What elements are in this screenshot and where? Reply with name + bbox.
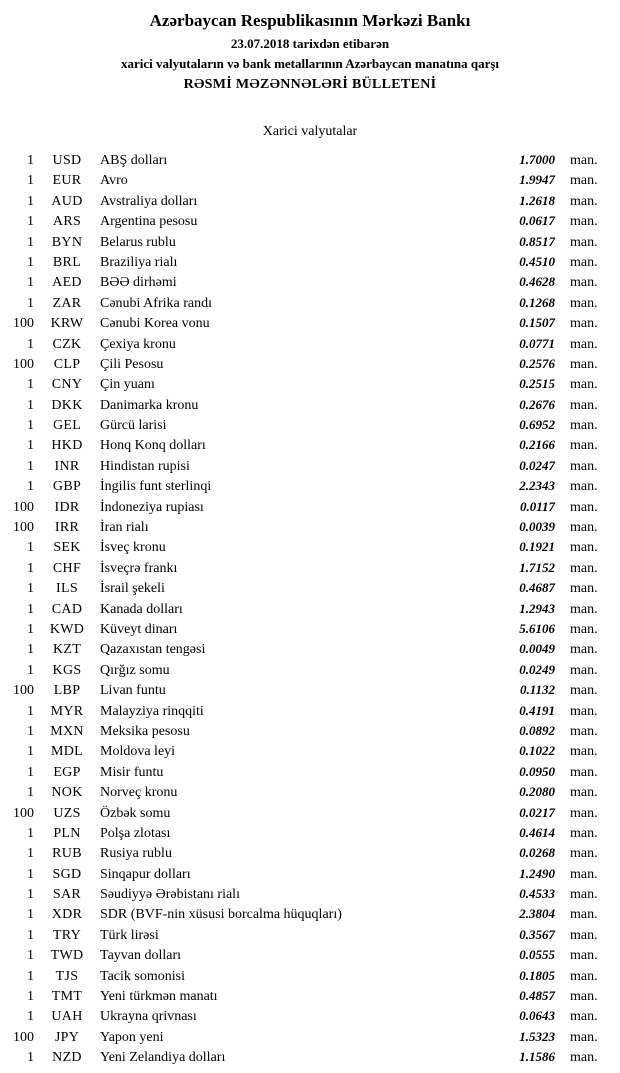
table-row (4, 925, 602, 945)
table-row (4, 578, 602, 598)
rates-table (0, 150, 620, 1068)
row-quantity: 1 (27, 948, 34, 964)
currency-name: Norveç kronu (100, 785, 178, 801)
currency-code: CAD (51, 601, 83, 617)
currency-name: Meksika pesosu (100, 723, 190, 739)
unit-label: man. (570, 846, 598, 862)
unit-label: man. (570, 275, 598, 291)
currency-code: IDR (54, 499, 80, 515)
table-row (4, 456, 602, 476)
exchange-rate: 0.0771 (519, 335, 555, 351)
currency-code: SEK (53, 540, 81, 556)
unit-label: man. (570, 927, 598, 943)
row-quantity: 100 (13, 316, 34, 332)
row-quantity: 1 (27, 601, 34, 617)
exchange-rate: 0.0217 (519, 804, 555, 820)
row-quantity: 1 (27, 744, 34, 760)
currency-code: RUB (52, 846, 82, 862)
row-quantity: 1 (27, 662, 34, 678)
row-quantity: 1 (27, 377, 34, 393)
row-quantity: 1 (27, 866, 34, 882)
unit-label: man. (570, 764, 598, 780)
currency-name: Yeni Zelandiya dolları (100, 1050, 226, 1066)
exchange-rate: 1.7152 (519, 559, 555, 575)
unit-label: man. (570, 336, 598, 352)
currency-name: Moldova leyi (100, 744, 176, 760)
unit-label: man. (570, 825, 598, 841)
exchange-rate: 1.5323 (519, 1028, 555, 1044)
currency-code: AED (52, 275, 82, 291)
table-row (4, 334, 602, 354)
table-row (4, 517, 602, 537)
unit-label: man. (570, 805, 598, 821)
currency-name: ABŞ dolları (100, 153, 168, 168)
currency-code: TMT (51, 989, 83, 1005)
currency-code: DKK (51, 397, 83, 413)
table-row (4, 864, 602, 884)
table-row (4, 232, 602, 252)
currency-name: Səudiyyə Ərəbistanı rialı (100, 887, 240, 903)
table-row (4, 497, 602, 517)
unit-label: man. (570, 254, 598, 270)
row-quantity: 1 (27, 846, 34, 862)
exchange-rate: 0.3567 (519, 926, 555, 942)
currency-code: SAR (52, 887, 82, 903)
row-quantity: 100 (13, 805, 34, 821)
currency-code: TWD (50, 948, 84, 964)
currency-name: Misir funtu (100, 764, 164, 780)
exchange-rate: 0.4533 (519, 886, 555, 902)
currency-code: USD (52, 153, 82, 168)
exchange-rate: 0.4191 (519, 702, 555, 718)
table-row (4, 966, 602, 986)
row-quantity: 1 (27, 723, 34, 739)
currency-code: CNY (51, 377, 83, 393)
effective-date-line: 23.07.2018 tarixdən etibarən (230, 36, 390, 51)
table-row (4, 252, 602, 272)
currency-code: CHF (52, 560, 82, 576)
table-row (4, 904, 602, 924)
currency-code: JPY (54, 1029, 80, 1045)
table-row (4, 1006, 602, 1026)
currency-name: İsveç kronu (100, 540, 166, 556)
exchange-rate: 1.2490 (519, 865, 555, 881)
unit-label: man. (570, 887, 598, 903)
exchange-rate: 0.0617 (519, 213, 555, 229)
row-quantity: 1 (27, 1050, 34, 1066)
row-quantity: 1 (27, 989, 34, 1005)
row-quantity: 1 (27, 214, 34, 230)
exchange-rate: 0.1132 (519, 682, 555, 698)
currency-name: Hindistan rupisi (100, 458, 190, 474)
currency-code: SGD (52, 866, 82, 882)
table-row (4, 639, 602, 659)
currency-name: Çili Pesosu (100, 356, 164, 372)
exchange-rate: 1.2943 (519, 600, 555, 616)
exchange-rate: 0.0950 (519, 763, 555, 779)
currency-name: Danimarka kronu (100, 397, 199, 413)
currency-name: Honq Konq dolları (100, 438, 206, 454)
exchange-rate: 1.9947 (519, 172, 555, 188)
exchange-rate: 1.2618 (519, 192, 555, 208)
currency-name: Tacik somonisi (100, 968, 185, 984)
currency-code: KRW (50, 316, 84, 332)
currency-name: Rusiya rublu (100, 846, 172, 862)
currency-name: Malayziya rinqqiti (100, 703, 204, 719)
unit-label: man. (570, 723, 598, 739)
currency-name: Gürcü larisi (100, 418, 167, 434)
exchange-rate: 0.4510 (519, 253, 555, 269)
unit-label: man. (570, 662, 598, 678)
table-row (4, 721, 602, 741)
row-quantity: 1 (27, 764, 34, 780)
exchange-rate: 0.4687 (519, 580, 555, 596)
table-row (4, 435, 602, 455)
currency-code: ZAR (52, 295, 82, 311)
exchange-rate: 0.2166 (519, 437, 555, 453)
currency-code: MDL (50, 744, 83, 760)
bank-title: Azərbaycan Respublikasının Mərkəzi Bankı (149, 11, 471, 30)
exchange-rate: 0.8517 (519, 233, 555, 249)
row-quantity: 1 (27, 621, 34, 637)
currency-code: HKD (51, 438, 83, 454)
row-quantity: 1 (27, 418, 34, 434)
exchange-rate: 0.4628 (519, 274, 555, 290)
unit-label: man. (570, 438, 598, 454)
unit-label: man. (570, 458, 598, 474)
exchange-rate: 0.0892 (519, 722, 555, 738)
row-quantity: 1 (27, 438, 34, 454)
table-row (4, 782, 602, 802)
unit-label: man. (570, 642, 598, 658)
table-row (4, 803, 602, 823)
currency-name: Türk lirəsi (100, 927, 159, 943)
currency-name: SDR (BVF-nin xüsusi borcalma hüquqları) (100, 907, 342, 923)
row-quantity: 1 (27, 887, 34, 903)
table-row (4, 415, 602, 435)
unit-label: man. (570, 866, 598, 882)
exchange-rate: 1.7000 (519, 152, 555, 167)
row-quantity: 100 (13, 1029, 34, 1045)
unit-label: man. (570, 621, 598, 637)
table-row (4, 619, 602, 639)
currency-name: İran rialı (100, 520, 149, 536)
exchange-rate: 0.1507 (519, 315, 555, 331)
row-quantity: 1 (27, 153, 34, 168)
currency-code: KGS (52, 662, 82, 678)
unit-label: man. (570, 316, 598, 332)
section-title-foreign-currencies: Xarici valyutalar (262, 124, 358, 139)
table-row (4, 823, 602, 843)
document-header (0, 8, 620, 96)
unit-label: man. (570, 377, 598, 393)
table-row (4, 1047, 602, 1067)
currency-code: LBP (53, 683, 81, 699)
table-row (4, 476, 602, 496)
row-quantity: 1 (27, 540, 34, 556)
currency-name: Ukrayna qrivnası (100, 1009, 197, 1025)
row-quantity: 1 (27, 785, 34, 801)
exchange-rate: 0.1805 (519, 967, 555, 983)
row-quantity: 1 (27, 173, 34, 189)
unit-label: man. (570, 581, 598, 597)
document-subtitle: xarici valyutaların və bank metallarının Azərbaycan manatına qarşı (120, 56, 500, 71)
exchange-rate: 2.2343 (519, 478, 555, 494)
row-quantity: 1 (27, 703, 34, 719)
table-row (4, 1027, 602, 1047)
unit-label: man. (570, 499, 598, 515)
row-quantity: 1 (27, 560, 34, 576)
row-quantity: 1 (27, 642, 34, 658)
row-quantity: 1 (27, 234, 34, 250)
currency-name: Avstraliya dolları (100, 193, 198, 209)
table-row (4, 150, 602, 170)
currency-name: Argentina pesosu (100, 214, 198, 230)
currency-code: GBP (52, 479, 82, 495)
unit-label: man. (570, 1050, 598, 1066)
unit-label: man. (570, 214, 598, 230)
table-row (4, 170, 602, 190)
table-row (4, 741, 602, 761)
unit-label: man. (570, 418, 598, 434)
currency-name: Çin yuanı (100, 377, 155, 393)
currency-code: BYN (51, 234, 83, 250)
currency-name: Cənubi Afrika randı (100, 295, 212, 311)
currency-name: İsrail şekeli (100, 581, 165, 597)
row-quantity: 1 (27, 254, 34, 270)
currency-code: EUR (52, 173, 82, 189)
table-row (4, 354, 602, 374)
exchange-rate: 0.4614 (519, 824, 555, 840)
exchange-rate: 1.1586 (519, 1049, 555, 1065)
row-quantity: 1 (27, 295, 34, 311)
currency-name: Yeni türkmən manatı (100, 989, 218, 1005)
exchange-rate: 0.4857 (519, 988, 555, 1004)
unit-label: man. (570, 540, 598, 556)
row-quantity: 1 (27, 968, 34, 984)
currency-code: PLN (53, 825, 81, 841)
row-quantity: 1 (27, 581, 34, 597)
row-quantity: 100 (13, 683, 34, 699)
currency-name: BƏƏ dirhəmi (100, 275, 177, 291)
exchange-rate: 0.0049 (519, 641, 555, 657)
currency-name: İndoneziya rupiası (100, 499, 204, 515)
row-quantity: 100 (13, 356, 34, 372)
currency-name: Qazaxıstan tengəsi (100, 642, 206, 658)
exchange-rate: 0.1268 (519, 294, 555, 310)
table-row (4, 884, 602, 904)
unit-label: man. (570, 907, 598, 923)
unit-label: man. (570, 560, 598, 576)
table-row (4, 986, 602, 1006)
unit-label: man. (570, 193, 598, 209)
currency-code: CZK (52, 336, 82, 352)
table-row (4, 599, 602, 619)
row-quantity: 100 (13, 499, 34, 515)
unit-label: man. (570, 601, 598, 617)
currency-name: İsveçrə frankı (100, 560, 178, 576)
table-row (4, 945, 602, 965)
exchange-rate: 0.2080 (519, 784, 555, 800)
table-row (4, 680, 602, 700)
row-quantity: 1 (27, 907, 34, 923)
currency-name: Tayvan dolları (100, 948, 182, 964)
row-quantity: 1 (27, 336, 34, 352)
currency-name: Livan funtu (100, 683, 166, 699)
table-row (4, 558, 602, 578)
row-quantity: 1 (27, 275, 34, 291)
unit-label: man. (570, 1009, 598, 1025)
exchange-rate: 0.0268 (519, 845, 555, 861)
currency-code: GEL (52, 418, 82, 434)
table-row (4, 660, 602, 680)
currency-code: KZT (52, 642, 82, 658)
currency-code: TRY (52, 927, 82, 943)
table-row (4, 537, 602, 557)
table-row (4, 762, 602, 782)
bulletin-title: RƏSMİ MƏZƏNNƏLƏRİ BÜLLETENİ (183, 77, 437, 92)
currency-code: NZD (52, 1050, 82, 1066)
currency-name: Çexiya kronu (100, 336, 176, 352)
currency-code: KWD (49, 621, 85, 637)
unit-label: man. (570, 785, 598, 801)
currency-name: Küveyt dinarı (100, 621, 178, 637)
currency-code: AUD (51, 193, 83, 209)
row-quantity: 1 (27, 397, 34, 413)
table-row (4, 843, 602, 863)
currency-name: İngilis funt sterlinqi (100, 479, 212, 495)
currency-code: TJS (55, 968, 79, 984)
currency-code: UZS (53, 805, 81, 821)
exchange-rate: 0.0643 (519, 1008, 555, 1024)
unit-label: man. (570, 989, 598, 1005)
table-row (4, 313, 602, 333)
exchange-rate: 0.0039 (519, 519, 555, 535)
exchange-rate: 0.0117 (519, 498, 555, 514)
currency-code: CLP (53, 356, 81, 372)
currency-code: MXN (50, 723, 84, 739)
row-quantity: 1 (27, 927, 34, 943)
unit-label: man. (570, 968, 598, 984)
table-row (4, 701, 602, 721)
table-row (4, 374, 602, 394)
row-quantity: 1 (27, 479, 34, 495)
exchange-rate: 0.0247 (519, 457, 555, 473)
currency-name: Polşa zlotası (100, 825, 171, 841)
currency-name: Braziliya rialı (100, 254, 178, 270)
exchange-rate: 5.6106 (519, 620, 555, 636)
row-quantity: 1 (27, 458, 34, 474)
exchange-rate: 0.2515 (519, 376, 555, 392)
unit-label: man. (570, 744, 598, 760)
row-quantity: 1 (27, 1009, 34, 1025)
row-quantity: 1 (27, 193, 34, 209)
currency-code: INR (54, 458, 80, 474)
currency-code: NOK (51, 785, 83, 801)
currency-code: BRL (52, 254, 82, 270)
currency-name: Yapon yeni (100, 1029, 164, 1045)
exchange-rate: 0.0555 (519, 947, 555, 963)
currency-code: EGP (53, 764, 81, 780)
table-row (4, 272, 602, 292)
currency-name: Qırğız somu (100, 662, 170, 678)
currency-name: Avro (100, 173, 128, 189)
exchange-rate: 0.2576 (519, 355, 555, 371)
currency-code: IRR (54, 520, 80, 536)
table-row (4, 211, 602, 231)
exchange-rate: 0.6952 (519, 417, 555, 433)
currency-code: ARS (52, 214, 82, 230)
row-quantity: 100 (13, 520, 34, 536)
unit-label: man. (570, 397, 598, 413)
exchange-rate: 0.1921 (519, 539, 555, 555)
currency-name: Kanada dolları (100, 601, 183, 617)
unit-label: man. (570, 234, 598, 250)
unit-label: man. (570, 1029, 598, 1045)
currency-code: XDR (51, 907, 83, 923)
currency-name: Sinqapur dolları (100, 866, 191, 882)
unit-label: man. (570, 520, 598, 536)
exchange-rate: 0.2676 (519, 396, 555, 412)
currency-name: Belarus rublu (100, 234, 176, 250)
currency-code: UAH (51, 1009, 83, 1025)
unit-label: man. (570, 295, 598, 311)
currency-code: MYR (50, 703, 84, 719)
unit-label: man. (570, 479, 598, 495)
currency-code: ILS (56, 581, 78, 597)
currency-name: Özbək somu (100, 805, 171, 821)
unit-label: man. (570, 703, 598, 719)
table-row (4, 191, 602, 211)
row-quantity: 1 (27, 825, 34, 841)
exchange-rate: 0.1022 (519, 743, 555, 759)
exchange-rate: 0.0249 (519, 661, 555, 677)
table-row (4, 293, 602, 313)
unit-label: man. (570, 356, 598, 372)
unit-label: man. (570, 683, 598, 699)
currency-name: Cənubi Korea vonu (100, 316, 210, 332)
unit-label: man. (570, 948, 598, 964)
unit-label: man. (570, 153, 598, 168)
table-row (4, 395, 602, 415)
exchange-rate: 2.3804 (519, 906, 555, 922)
unit-label: man. (570, 173, 598, 189)
